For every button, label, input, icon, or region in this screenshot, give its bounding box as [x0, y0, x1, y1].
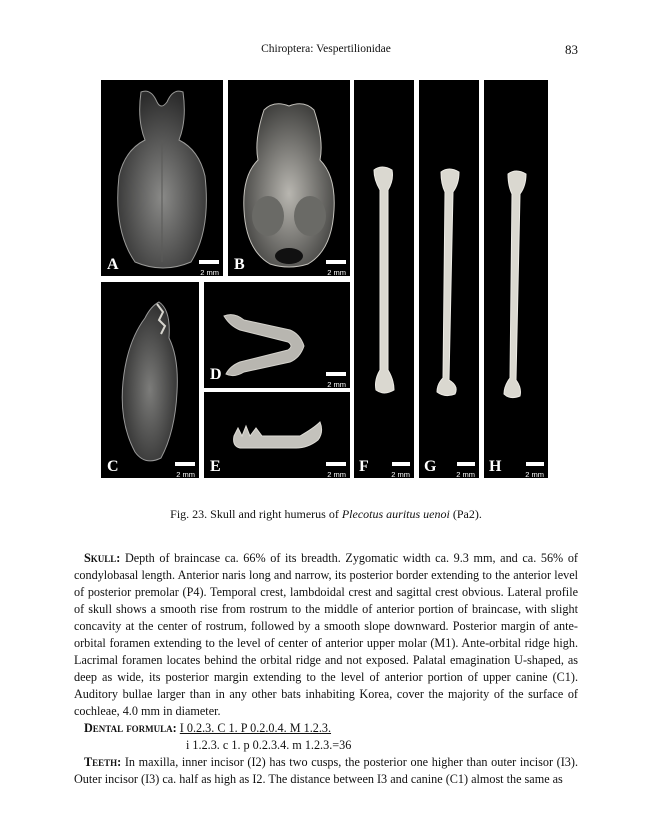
caption-prefix: Fig. 23. Skull and right humerus of	[170, 507, 342, 521]
teeth-paragraph	[74, 754, 578, 788]
scale-bar-f	[384, 462, 410, 478]
scale-bar-b	[316, 260, 346, 276]
scale-label-g: 2 mm	[456, 470, 475, 478]
scale-bar-c	[165, 462, 195, 478]
figure-panel-e	[204, 392, 350, 478]
figure-caption	[0, 507, 652, 522]
skull-ventral-image	[228, 80, 350, 276]
panel-letter-b: B	[234, 256, 245, 273]
figure-panel-d	[204, 282, 350, 388]
scale-label-h: 2 mm	[525, 470, 544, 478]
humerus-g-image	[419, 80, 479, 478]
skull-dorsal-image	[101, 80, 223, 276]
scale-label-c: 2 mm	[176, 470, 195, 478]
dental-heading: Dental formula:	[84, 721, 177, 735]
humerus-h-image	[484, 80, 548, 478]
panel-letter-c: C	[107, 458, 119, 475]
teeth-heading: Teeth:	[84, 755, 122, 769]
scale-label-d: 2 mm	[327, 380, 346, 388]
scale-bar-a	[189, 260, 219, 276]
panel-letter-g: G	[424, 458, 437, 475]
scale-label-f: 2 mm	[391, 470, 410, 478]
scale-bar-e	[316, 462, 346, 478]
caption-suffix: (Pa2).	[449, 507, 482, 521]
running-title: Chiroptera: Vespertilionidae	[261, 43, 391, 55]
scale-bar-g	[449, 462, 475, 478]
running-head	[0, 43, 652, 59]
scale-label-e: 2 mm	[327, 470, 346, 478]
panel-letter-f: F	[359, 458, 369, 475]
caption-species: Plecotus auritus uenoi	[341, 507, 450, 521]
body-text	[74, 550, 578, 788]
figure-panel-c	[101, 282, 199, 478]
skull-lateral-image	[101, 282, 199, 478]
panel-letter-d: D	[210, 366, 222, 383]
panel-letter-a: A	[107, 256, 119, 273]
figure-panel-a	[101, 80, 223, 276]
panel-letter-e: E	[210, 458, 221, 475]
dental-formula-lower: i 1.2.3. c 1. p 0.2.3.4. m 1.2.3.=36	[186, 738, 352, 752]
dental-formula-upper: I 0.2.3. C 1. P 0.2.0.4. M 1.2.3.	[179, 721, 332, 735]
figure-panel-g	[419, 80, 479, 478]
figure-panel-f	[354, 80, 414, 478]
scale-label-b: 2 mm	[327, 268, 346, 276]
teeth-body: In maxilla, inner incisor (I2) has two cusps, the posterior one higher than outer incisor (I3). Outer incisor (I3) ca. half as high as I2. The distance between I3 and canine (C1) almost the same as	[74, 755, 578, 786]
panel-letter-h: H	[489, 458, 502, 475]
scale-bar-d	[316, 372, 346, 388]
scale-label-a: 2 mm	[200, 268, 219, 276]
skull-body: Depth of braincase ca. 66% of its breadth. Zygomatic width ca. 9.3 mm, and ca. 56% of condylobasal length. Anterior naris long and narrow, its posterior border extending to the anterior level of posterior premolar (P4). Temporal crest, lambdoidal crest and sagittal crest obvious. Lateral profile of skull shows a smooth rise from rostrum to the middle of anterior portion of braincase, with slight concavity at the center of rostrum, followed by a smooth slope downward. Posterior margin of ante-orbital foramen extending to the level of center of anterior upper molar (M1). Ante-orbital ridge high. Lacrimal foramen locates behind the orbital ridge and not exposed. Palatal emagination U-shaped, as deep as wide, its posterior margin extending to the level of anterior portion of upper canine (C1). Auditory bullae larger than in any other bats inhabiting Korea, cover the majority of the surface of cochleae, 4.0 mm in diameter.	[74, 551, 578, 718]
figure-panel-b	[228, 80, 350, 276]
skull-heading: Skull:	[84, 551, 121, 565]
figure-panel-h	[484, 80, 548, 478]
humerus-f-image	[354, 80, 414, 478]
dental-formula	[74, 720, 578, 754]
skull-paragraph	[74, 550, 578, 720]
page-number: 83	[565, 42, 578, 57]
scale-bar-h	[518, 462, 544, 478]
